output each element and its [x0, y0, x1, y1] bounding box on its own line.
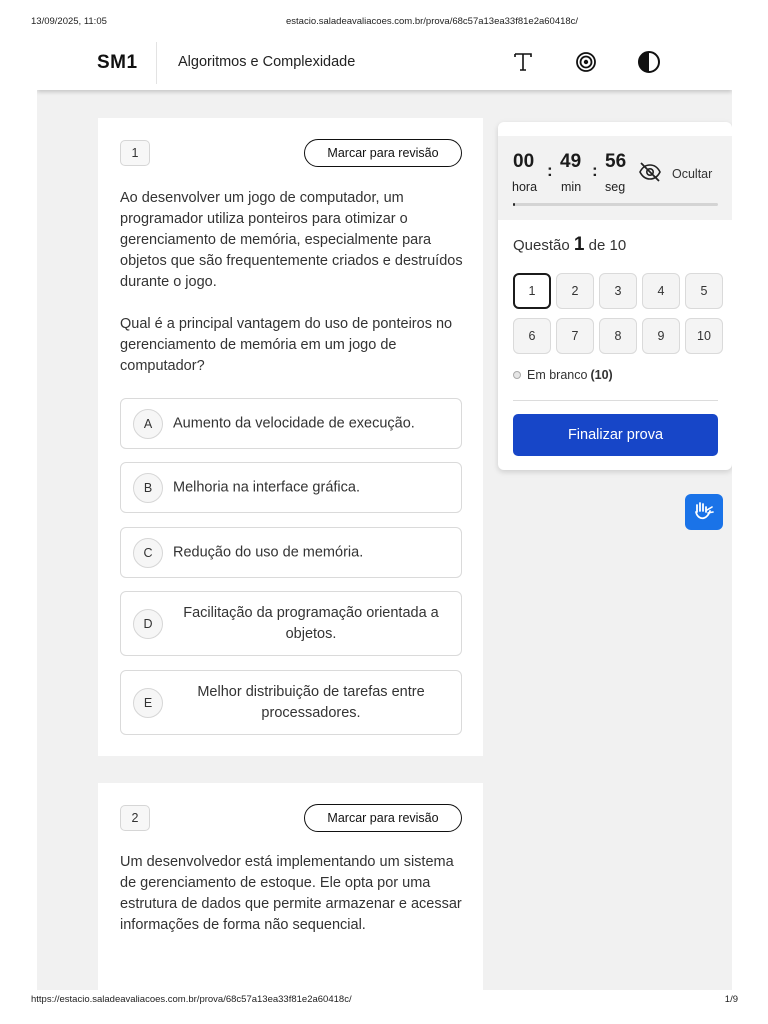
question-nav-button[interactable]: 8: [599, 318, 637, 354]
option-text: Redução do uso de memória.: [173, 544, 364, 560]
sign-language-accessibility-button[interactable]: [685, 494, 723, 530]
question-card-2: [98, 783, 483, 990]
option-a[interactable]: [120, 398, 462, 449]
question-card-1: [98, 118, 483, 756]
timer: [498, 136, 732, 220]
top-bar: [37, 38, 732, 90]
blank-legend: [513, 368, 613, 382]
header-divider: [156, 42, 157, 84]
option-text: Facilitação da programação orientada a objetos.: [183, 604, 439, 642]
eye-off-icon: [638, 161, 662, 188]
logo: SM1: [97, 52, 138, 73]
mark-review-button[interactable]: Marcar para revisão: [304, 139, 462, 167]
option-letter: A: [133, 409, 163, 439]
timer-minutes: 49: [560, 151, 582, 172]
question-text: Um desenvolvedor está implementando um sistema de gerenciamento de estoque. Ele opta por uma estrutura de dados que permite armazenar e acessar informações de forma não sequencial.: [120, 854, 462, 933]
question-nav-button[interactable]: 2: [556, 273, 594, 309]
timer-progress-fill: [513, 203, 515, 206]
timer-separator: :: [547, 161, 553, 180]
panel-divider: [513, 400, 718, 401]
hide-timer-button[interactable]: [638, 160, 728, 188]
print-header: [0, 16, 768, 30]
timer-seconds-label: seg: [605, 180, 626, 194]
option-d[interactable]: [120, 591, 462, 656]
print-footer: [0, 994, 768, 1008]
blank-legend-label: Em branco: [527, 368, 588, 382]
question-counter-suffix: de 10: [588, 237, 627, 254]
question-number: 2: [120, 805, 150, 831]
subject-title: Algoritmos e Complexidade: [178, 54, 356, 70]
question-number: 1: [120, 140, 150, 166]
mark-review-button[interactable]: Marcar para revisão: [304, 804, 462, 832]
timer-hours: 00: [513, 151, 535, 172]
option-b[interactable]: [120, 462, 462, 513]
question-counter-current: 1: [573, 234, 585, 255]
finish-exam-button[interactable]: Finalizar prova: [513, 414, 718, 456]
question-nav-button[interactable]: 3: [599, 273, 637, 309]
exam-page: [37, 38, 732, 990]
print-footer-url: https://estacio.saladeavaliacoes.com.br/prova/68c57a13ea33f81e2a60418c/: [31, 994, 352, 1005]
question-nav-button[interactable]: 6: [513, 318, 551, 354]
timer-minutes-label: min: [561, 180, 582, 194]
option-text: Melhor distribuição de tarefas entre processadores.: [197, 683, 425, 721]
question-nav-button[interactable]: 9: [642, 318, 680, 354]
print-date: 13/09/2025, 11:05: [31, 16, 107, 27]
question-counter-prefix: Questão: [513, 237, 570, 254]
hide-timer-label: Ocultar: [672, 167, 713, 181]
question-counter: [513, 234, 626, 256]
question-nav-button[interactable]: 4: [642, 273, 680, 309]
contrast-icon[interactable]: [636, 49, 662, 75]
question-nav-button[interactable]: 10: [685, 318, 723, 354]
option-letter: C: [133, 538, 163, 568]
option-e[interactable]: [120, 670, 462, 735]
option-letter: D: [133, 609, 163, 639]
question-nav-button[interactable]: 5: [685, 273, 723, 309]
option-letter: B: [133, 473, 163, 503]
question-nav-button[interactable]: 7: [556, 318, 594, 354]
timer-progress-bar: [513, 203, 718, 206]
option-text: Aumento da velocidade de execução.: [173, 415, 415, 431]
hands-icon: [692, 498, 716, 527]
print-page-number: 1/9: [724, 994, 738, 1005]
option-letter: E: [133, 688, 163, 718]
font-size-icon[interactable]: [510, 49, 536, 75]
question-prompt: Qual é a principal vantagem do uso de ponteiros no gerenciamento de memória em um jogo de computador?: [120, 316, 453, 374]
blank-status-dot: [513, 371, 521, 379]
timer-hours-label: hora: [512, 180, 538, 194]
target-icon[interactable]: [573, 49, 599, 75]
blank-legend-count: (10): [590, 368, 613, 382]
option-text: Melhoria na interface gráfica.: [173, 479, 360, 495]
print-url: estacio.saladeavaliacoes.com.br/prova/68c57a13ea33f81e2a60418c/: [286, 16, 579, 27]
option-c[interactable]: [120, 527, 462, 578]
timer-seconds: 56: [605, 151, 627, 172]
exam-side-panel: [498, 122, 732, 470]
timer-separator: :: [592, 161, 598, 180]
question-text: Ao desenvolver um jogo de computador, um programador utiliza ponteiros para otimizar o gerenciamento de memória, especialmente para objetos que são frequentemente criados e destruídos durante o jogo.: [120, 190, 463, 290]
question-nav-button[interactable]: 1: [513, 273, 551, 309]
